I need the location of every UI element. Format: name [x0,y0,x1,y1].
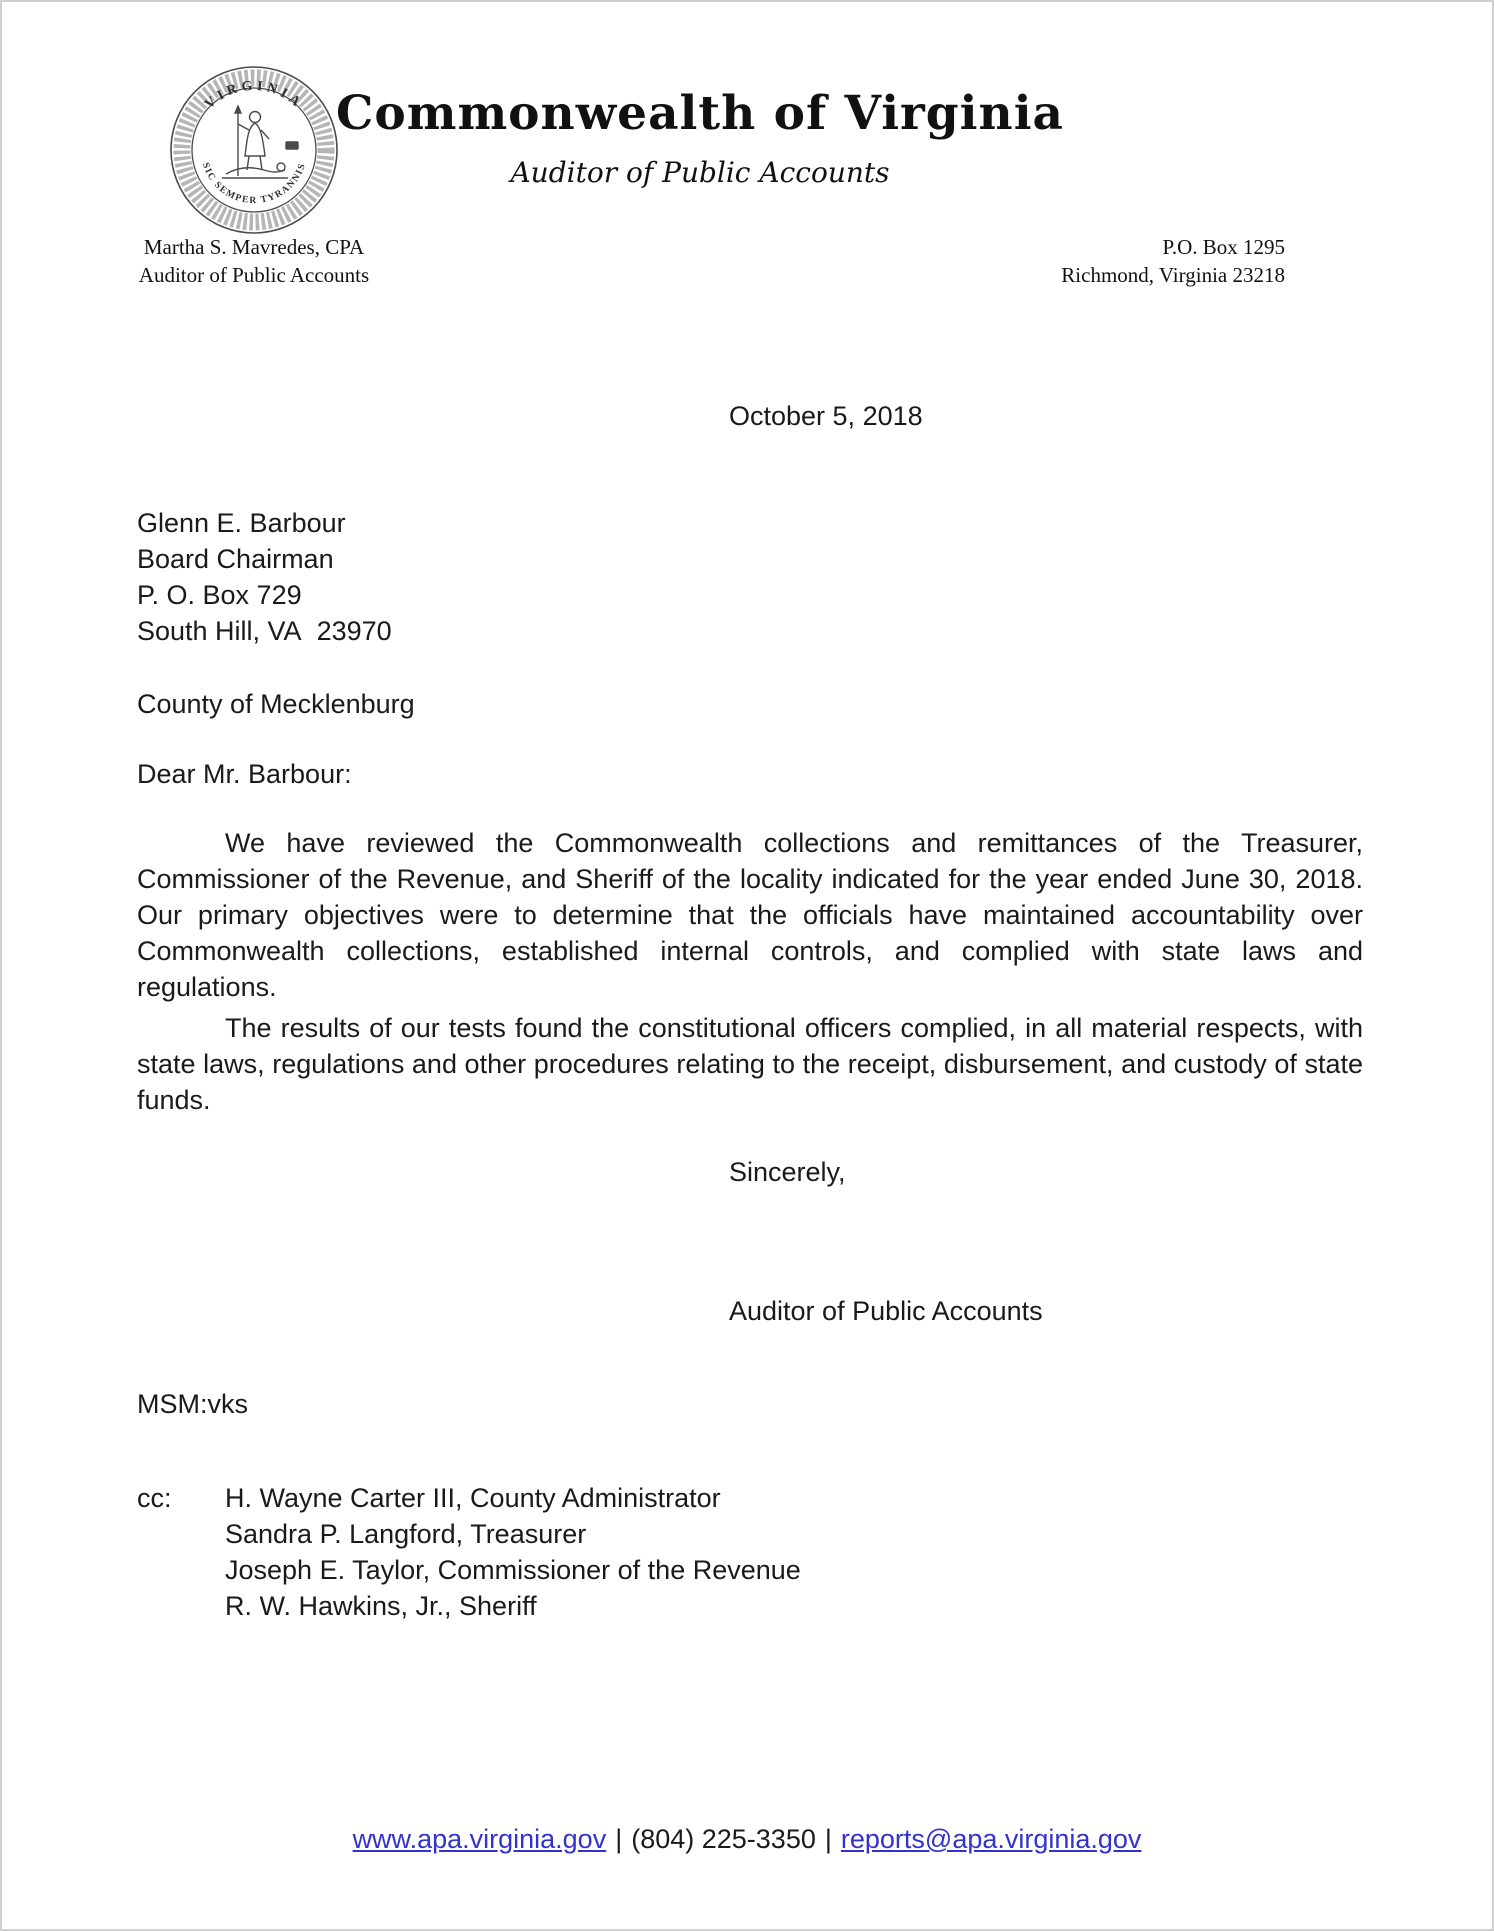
recipient-name: Glenn E. Barbour [137,508,346,538]
letter-date: October 5, 2018 [729,401,923,431]
cc-list-item: H. Wayne Carter III, County Administrator [225,1483,721,1513]
official-name: Martha S. Mavredes, CPA [143,235,365,259]
seal-motto-text: SIC SEMPER TYRANNIS [199,161,309,207]
official-title: Auditor of Public Accounts [138,263,370,287]
footer-phone: (804) 225-3350 [631,1824,816,1854]
cc-list [225,1480,801,1624]
cc-label: cc: [137,1483,172,1513]
website-link[interactable]: www.apa.virginia.gov [352,1824,607,1854]
seal-top-text: VIRGINIA [202,78,306,113]
email-link[interactable]: reports@apa.virginia.gov [840,1824,1142,1854]
recipient-address-line1: P. O. Box 729 [137,580,302,610]
agency-city-state-zip: Richmond, Virginia 23218 [1061,263,1285,287]
cc-list-item: Joseph E. Taylor, Commissioner of the Revenue [225,1555,801,1585]
recipient-address-block [137,505,392,649]
salutation: Dear Mr. Barbour: [137,759,352,789]
agency-subtitle: Auditor of Public Accounts [510,156,890,189]
footer-separator: | [615,1824,623,1854]
recipient-title: Board Chairman [137,544,334,574]
reference-initials: MSM:vks [137,1389,248,1419]
closing-line: Sincerely, [729,1157,846,1187]
cc-list-item: Sandra P. Langford, Treasurer [225,1519,587,1549]
page-footer [2,1824,1492,1855]
body-paragraph: We have reviewed the Commonwealth collections and remittances of the Treasurer, Commissioner of the Revenue, and Sheriff of the locality indicated for the year ended June 30, 2018. Our primary objectives were to determine that the officials have maintained accountability over Commonwealth collections, established internal controls, and complied with state laws and regulations. [137,828,1363,1002]
cc-block [137,1480,801,1624]
recipient-address-line2: South Hill, VA 23970 [137,616,392,646]
signature-title: Auditor of Public Accounts [729,1296,1043,1326]
locality-line: County of Mecklenburg [137,689,415,719]
letterhead-center [0,88,1445,189]
commonwealth-title: Commonwealth of Virginia [335,86,1065,141]
footer-separator: | [824,1824,832,1854]
body-paragraph: The results of our tests found the constitutional officers complied, in all material respects, with state laws, regulations and other procedures relating to the receipt, disbursement, and custody of state funds. [137,1013,1363,1115]
agency-address-block [1061,233,1285,289]
agency-po-box: P.O. Box 1295 [1162,235,1285,259]
official-block [124,233,384,289]
cc-list-item: R. W. Hawkins, Jr., Sheriff [225,1591,537,1621]
